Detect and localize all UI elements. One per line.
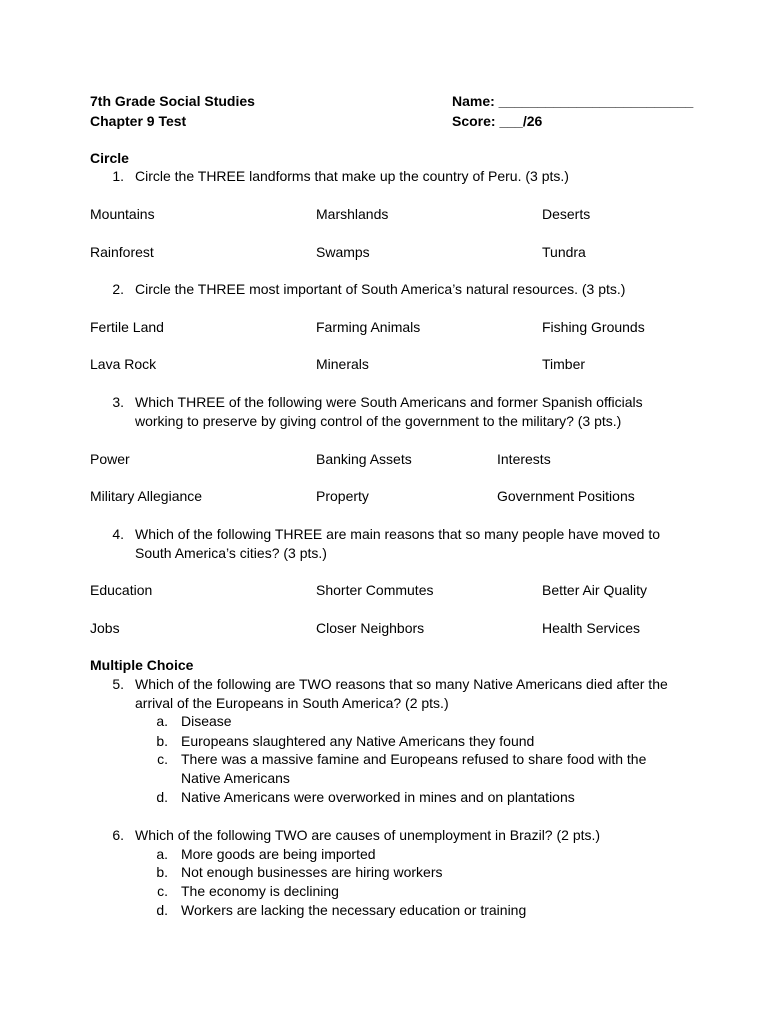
q1-option[interactable]: Mountains	[90, 206, 155, 222]
section-heading-multiple-choice: Multiple Choice	[90, 657, 194, 673]
choice-letter: c.	[157, 883, 168, 899]
q3-option[interactable]: Power	[90, 451, 130, 467]
choice-letter: a.	[156, 846, 168, 862]
q1-option[interactable]: Swamps	[316, 244, 370, 260]
question-number: 2.	[112, 281, 124, 297]
question-number: 6.	[112, 827, 124, 843]
q2-option[interactable]: Farming Animals	[316, 319, 421, 335]
q6-choice-d[interactable]: Workers are lacking the necessary education or training	[181, 902, 527, 918]
question-2-text: Circle the THREE most important of South America’s natural resources. (3 pts.)	[135, 281, 626, 297]
question-3-text-line2: working to preserve by giving control of the government to the military? (3 pts.)	[135, 413, 622, 429]
choice-letter: d.	[156, 789, 168, 805]
q4-option[interactable]: Closer Neighbors	[316, 620, 425, 636]
q2-option[interactable]: Fertile Land	[90, 319, 164, 335]
q6-choice-b[interactable]: Not enough businesses are hiring workers	[181, 864, 443, 880]
q1-option[interactable]: Rainforest	[90, 244, 154, 260]
choice-letter: d.	[156, 902, 168, 918]
question-5-text-line1: Which of the following are TWO reasons that so many Native Americans died after the	[135, 676, 668, 692]
choice-letter: a.	[156, 713, 168, 729]
choice-letter: b.	[156, 864, 168, 880]
q5-choice-c-continued[interactable]: Native Americans	[181, 770, 290, 786]
question-number: 3.	[112, 394, 124, 410]
q3-option[interactable]: Government Positions	[497, 488, 635, 504]
score-field: Score: ___/26	[452, 113, 543, 129]
question-number: 5.	[112, 676, 124, 692]
chapter-title: Chapter 9 Test	[90, 113, 187, 129]
question-5-text-line2: arrival of the Europeans in South America? (2 pts.)	[135, 695, 449, 711]
q4-option[interactable]: Better Air Quality	[542, 582, 648, 598]
section-heading-circle: Circle	[90, 150, 129, 166]
choice-letter: b.	[156, 733, 168, 749]
question-number: 4.	[112, 526, 124, 542]
q5-choice-a[interactable]: Disease	[181, 713, 232, 729]
q1-option[interactable]: Marshlands	[316, 206, 389, 222]
q3-option[interactable]: Interests	[497, 451, 551, 467]
q4-option[interactable]: Health Services	[542, 620, 641, 636]
question-3-text-line1: Which THREE of the following were South Americans and former Spanish officials	[135, 394, 643, 410]
q6-choice-c[interactable]: The economy is declining	[181, 883, 339, 899]
choice-letter: c.	[157, 751, 168, 767]
course-title: 7th Grade Social Studies	[90, 93, 255, 109]
question-1-text: Circle the THREE landforms that make up the country of Peru. (3 pts.)	[135, 168, 569, 184]
q2-option[interactable]: Lava Rock	[90, 356, 157, 372]
q1-option[interactable]: Deserts	[542, 206, 591, 222]
q3-option[interactable]: Property	[316, 488, 369, 504]
q2-option[interactable]: Fishing Grounds	[542, 319, 645, 335]
name-field: Name: _________________________	[452, 93, 694, 109]
question-4-text-line2: South America’s cities? (3 pts.)	[135, 545, 327, 561]
q4-option[interactable]: Jobs	[90, 620, 120, 636]
q1-option[interactable]: Tundra	[542, 244, 586, 260]
q5-choice-d[interactable]: Native Americans were overworked in mines and on plantations	[181, 789, 575, 805]
q3-option[interactable]: Military Allegiance	[90, 488, 203, 504]
q3-option[interactable]: Banking Assets	[316, 451, 412, 467]
question-4-text-line1: Which of the following THREE are main reasons that so many people have moved to	[135, 526, 661, 542]
question-number: 1.	[112, 168, 124, 184]
q4-option[interactable]: Shorter Commutes	[316, 582, 434, 598]
q2-option[interactable]: Timber	[542, 356, 586, 372]
q5-choice-c[interactable]: There was a massive famine and Europeans refused to share food with the	[181, 751, 647, 767]
q5-choice-b[interactable]: Europeans slaughtered any Native Americans they found	[181, 733, 535, 749]
q2-option[interactable]: Minerals	[316, 356, 369, 372]
q6-choice-a[interactable]: More goods are being imported	[181, 846, 376, 862]
q4-option[interactable]: Education	[90, 582, 153, 598]
question-6-text: Which of the following TWO are causes of unemployment in Brazil? (2 pts.)	[135, 827, 601, 843]
